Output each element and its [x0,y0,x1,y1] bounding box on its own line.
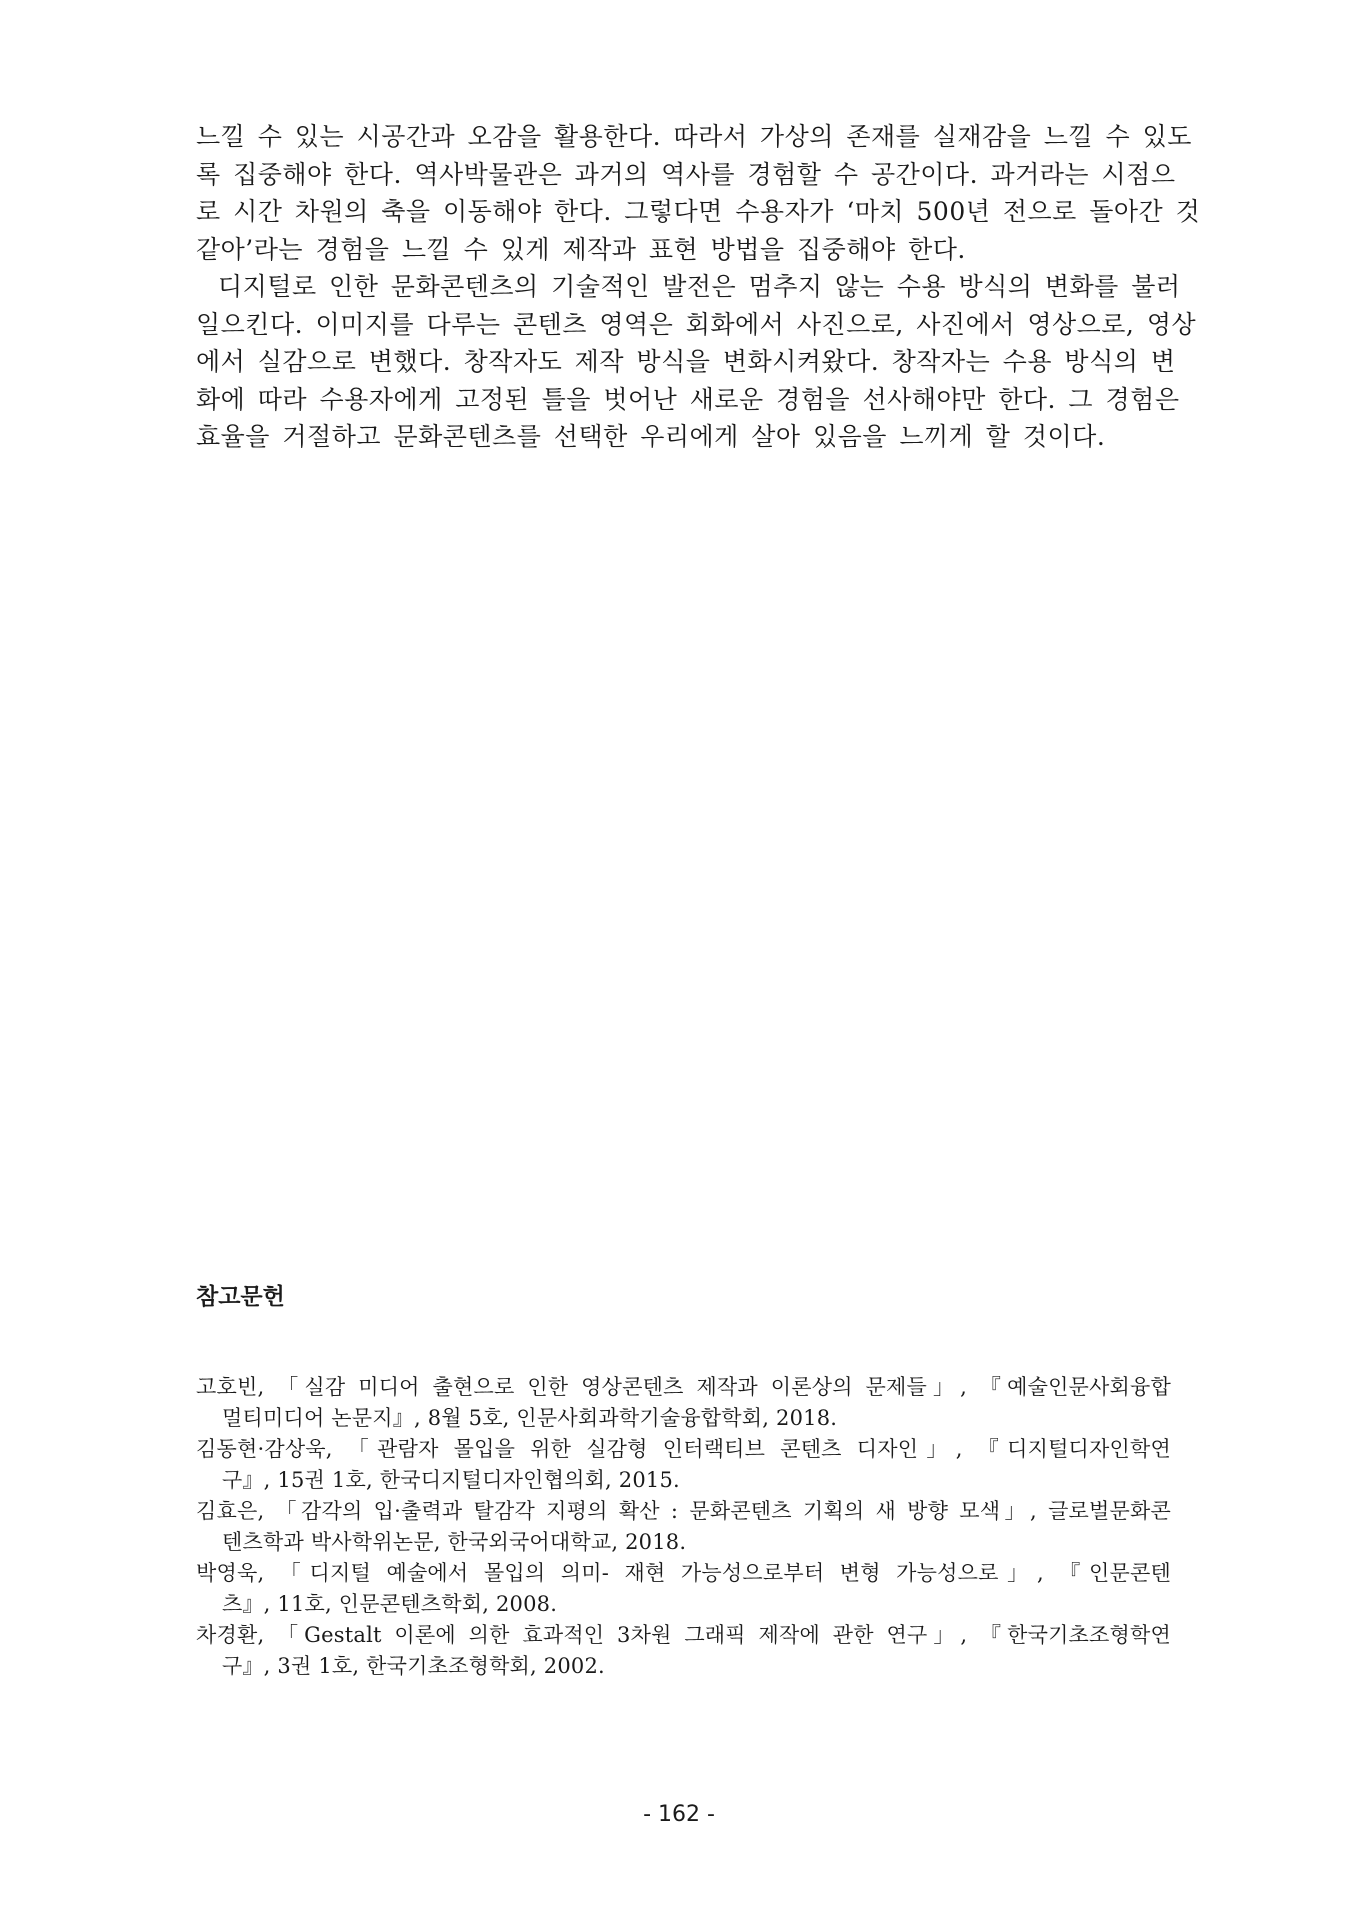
reference-line: 김효은, 「감각의 입·출력과 탈감각 지평의 확산 : 문화콘텐츠 기획의 새 방향 모색」, 글로벌문화콘 [196,1499,1171,1523]
page-number: - 162 - [643,1802,715,1827]
references-list [196,1372,1171,1682]
reference-line: 김동현·감상욱, 「관람자 몰입을 위한 실감형 인터랙티브 콘텐츠 디자인」, 『디지털디자인학연 [196,1437,1171,1461]
paragraph-line: 에서 실감으로 변했다. 창작자도 제작 방식을 변화시켜왔다. 창작자는 수용 방식의 변 [196,347,1176,376]
paragraph-line: 로 시간 차원의 축을 이동해야 한다. 그렇다면 수용자가 ‘마치 500년 전으로 돌아간 것 [196,197,1201,226]
paragraph-line: 효율을 거절하고 문화콘텐츠를 선택한 우리에게 살아 있음을 느끼게 할 것이다. [196,422,1106,451]
paragraph-line: 일으킨다. 이미지를 다루는 콘텐츠 영역은 회화에서 사진으로, 사진에서 영상으로, 영상 [196,309,1197,339]
body-text [196,118,1201,456]
reference-line: 구』, 15권 1호, 한국디지털디자인협의회, 2015. [222,1468,680,1492]
reference-line: 멀티미디어 논문지』, 8월 5호, 인문사회과학기술융합학회, 2018. [222,1406,838,1430]
paragraph-line: 디지털로 인한 문화콘텐츠의 기술적인 발전은 멈추지 않는 수용 방식의 변화를 불러 [218,272,1181,301]
paragraph-line: 느낄 수 있는 시공간과 오감을 활용한다. 따라서 가상의 존재를 실재감을 느낄 수 있도 [196,122,1192,151]
references-heading: 참고문헌 [196,1284,285,1310]
reference-line: 차경환, 「Gestalt 이론에 의한 효과적인 3차원 그래픽 제작에 관한 연구」, 『한국기초조형학연 [196,1623,1171,1647]
reference-line: 고호빈, 「실감 미디어 출현으로 인한 영상콘텐츠 제작과 이론상의 문제들」, 『예술인문사회융합 [196,1375,1171,1399]
reference-line: 박영욱, 「디지털 예술에서 몰입의 의미- 재현 가능성으로부터 변형 가능성으로」, 『인문콘텐 [196,1561,1171,1585]
paragraph-line: 화에 따라 수용자에게 고정된 틀을 벗어난 새로운 경험을 선사해야만 한다. 그 경험은 [196,384,1180,414]
paragraph-line: 같아’라는 경험을 느낄 수 있게 제작과 표현 방법을 집중해야 한다. [196,234,966,264]
reference-line: 츠』, 11호, 인문콘텐츠학회, 2008. [222,1592,558,1616]
paragraph-line: 록 집중해야 한다. 역사박물관은 과거의 역사를 경험할 수 공간이다. 과거라는 시점으 [196,159,1176,189]
reference-line: 구』, 3권 1호, 한국기초조형학회, 2002. [222,1654,605,1678]
reference-line: 텐츠학과 박사학위논문, 한국외국어대학교, 2018. [222,1530,687,1554]
